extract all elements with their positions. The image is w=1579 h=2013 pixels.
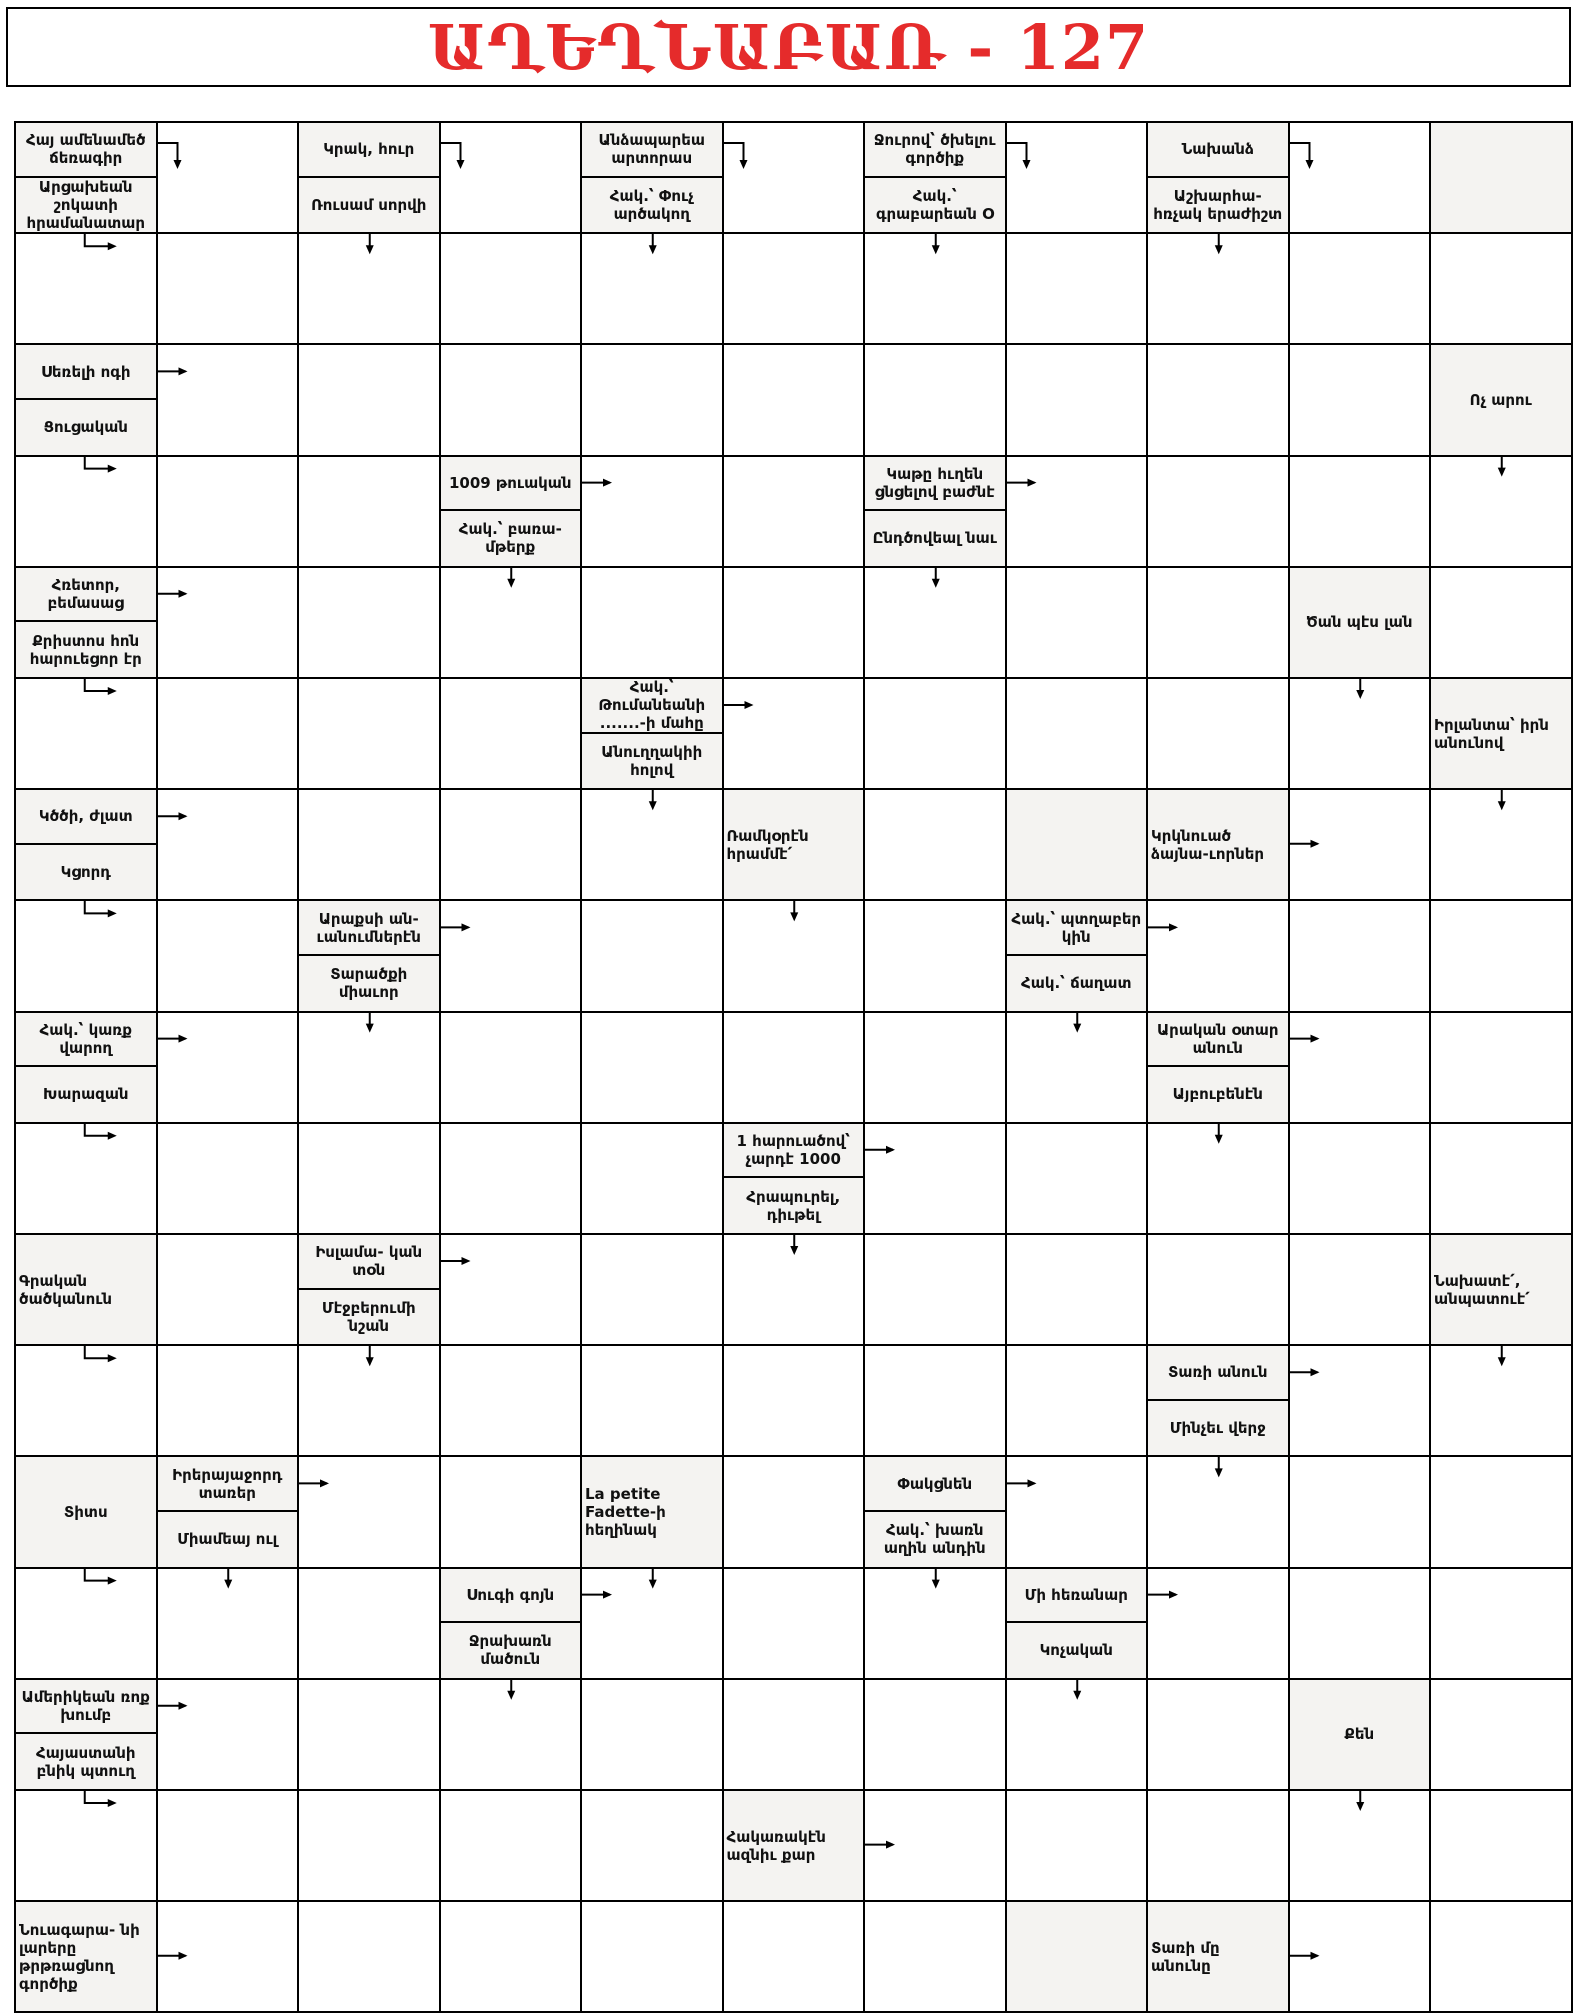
answer-cell[interactable]: [863, 677, 1007, 790]
clue-text: Նուագարա- նի լարերը թրթռացնող գործիք: [19, 1920, 140, 1993]
split-clue-cell: [297, 899, 441, 1012]
answer-cell[interactable]: [863, 1567, 1007, 1680]
clue-cell: [1146, 788, 1290, 901]
clue-bottom: [16, 1734, 156, 1789]
clue-top: [299, 123, 439, 178]
answer-cell[interactable]: [1429, 1455, 1573, 1568]
answer-cell[interactable]: [1429, 1344, 1573, 1457]
clue-top: [1007, 901, 1147, 956]
answer-cell[interactable]: [14, 1567, 158, 1680]
clue-cell: [1146, 1900, 1290, 2013]
answer-cell[interactable]: [297, 1678, 441, 1791]
clue-top: [724, 1124, 864, 1179]
clue-text: Տարածքի միաւոր: [330, 965, 408, 1002]
answer-cell[interactable]: [439, 1233, 583, 1346]
clue-bottom: [582, 734, 722, 789]
answer-cell[interactable]: [722, 1678, 866, 1791]
answer-cell[interactable]: [297, 1344, 441, 1457]
answer-cell[interactable]: [1005, 1455, 1149, 1568]
answer-cell[interactable]: [156, 121, 300, 234]
clue-text: Խարազան: [42, 1085, 129, 1104]
clue-text: Տիտս: [63, 1502, 108, 1521]
answer-cell[interactable]: [863, 1122, 1007, 1235]
answer-cell[interactable]: [14, 1789, 158, 1902]
clue-text: Աշխարհա- հռչակ երաժիշտ: [1153, 186, 1283, 223]
clue-text: Գրական ծածկանուն: [19, 1271, 113, 1308]
answer-cell[interactable]: [1005, 121, 1149, 234]
split-clue-cell: [156, 1455, 300, 1568]
clue-text: Անձապարեա արտորաս: [598, 131, 705, 168]
answer-cell[interactable]: [439, 788, 583, 901]
clue-text: Հռետոր, բեմասաց: [47, 576, 124, 613]
clue-text: Հայաստանի բնիկ պտուղ: [35, 1743, 136, 1780]
clue-text: Ջուրով՝ ծխելու գործիք: [873, 131, 996, 168]
answer-cell[interactable]: [722, 1233, 866, 1346]
clue-text: Կոչական: [1039, 1641, 1113, 1660]
split-clue-cell: [1005, 1567, 1149, 1680]
split-clue-cell: [439, 1567, 583, 1680]
clue-top: [16, 1680, 156, 1735]
answer-cell[interactable]: [1146, 1567, 1290, 1680]
answer-cell[interactable]: [1005, 1678, 1149, 1791]
split-clue-cell: [14, 566, 158, 679]
clue-bottom: [16, 845, 156, 900]
answer-cell[interactable]: [439, 121, 583, 234]
clue-top: [441, 1569, 581, 1624]
title-box: [6, 7, 1571, 87]
clue-text: La petite Fadette-ի հեղինակ: [585, 1484, 666, 1539]
answer-cell[interactable]: [863, 1011, 1007, 1124]
clue-text: Կրկնուած ձայնա-ւորներ: [1151, 826, 1265, 863]
clue-text: Մի հեռանար: [1024, 1585, 1128, 1604]
clue-cell: [722, 1789, 866, 1902]
answer-cell[interactable]: [1146, 677, 1290, 790]
clue-bottom: [724, 1178, 864, 1233]
answer-cell[interactable]: [156, 899, 300, 1012]
answer-cell[interactable]: [1288, 1344, 1432, 1457]
clue-text: Հակ.՝ գրաբարեան Օ: [875, 186, 994, 223]
answer-cell[interactable]: [297, 1567, 441, 1680]
answer-cell[interactable]: [156, 1678, 300, 1791]
answer-cell[interactable]: [156, 232, 300, 345]
answer-cell[interactable]: [297, 1900, 441, 2013]
clue-text: Արցախեան շոկատի հրամանատար: [26, 177, 145, 232]
answer-cell[interactable]: [863, 788, 1007, 901]
answer-cell[interactable]: [439, 1789, 583, 1902]
clue-text: Ընդծովեալ նաւ: [872, 529, 997, 548]
clue-bottom: [865, 511, 1005, 566]
clue-top: [1148, 1346, 1288, 1401]
answer-cell[interactable]: [439, 899, 583, 1012]
answer-cell[interactable]: [156, 1567, 300, 1680]
answer-cell[interactable]: [1005, 1122, 1149, 1235]
clue-top: [16, 123, 156, 178]
clue-bottom: [582, 178, 722, 233]
answer-cell[interactable]: [439, 1678, 583, 1791]
answer-cell[interactable]: [297, 788, 441, 901]
clue-bottom: [1148, 1067, 1288, 1122]
split-clue-cell: [863, 455, 1007, 568]
answer-cell[interactable]: [156, 788, 300, 901]
clue-bottom: [299, 178, 439, 233]
clue-text: 1009 թուական: [448, 473, 572, 492]
answer-cell[interactable]: [722, 1455, 866, 1568]
answer-cell[interactable]: [439, 343, 583, 456]
answer-cell[interactable]: [14, 899, 158, 1012]
answer-cell[interactable]: [156, 1900, 300, 2013]
answer-cell[interactable]: [1146, 343, 1290, 456]
answer-cell[interactable]: [156, 1344, 300, 1457]
answer-cell[interactable]: [580, 232, 724, 345]
clue-top: [158, 1457, 298, 1512]
answer-cell[interactable]: [1288, 1122, 1432, 1235]
clue-bottom: [16, 622, 156, 677]
answer-cell[interactable]: [722, 455, 866, 568]
answer-cell[interactable]: [1288, 455, 1432, 568]
answer-cell[interactable]: [722, 677, 866, 790]
answer-cell[interactable]: [297, 566, 441, 679]
clue-top: [441, 457, 581, 512]
answer-cell[interactable]: [1005, 566, 1149, 679]
split-clue-cell: [14, 1011, 158, 1124]
answer-cell[interactable]: [1288, 232, 1432, 345]
answer-cell[interactable]: [580, 1789, 724, 1902]
answer-cell[interactable]: [1429, 1122, 1573, 1235]
answer-cell[interactable]: [1288, 788, 1432, 901]
clue-text: Ոչ արու: [1469, 390, 1532, 409]
clue-top: [865, 1457, 1005, 1512]
blocked-cell: [1005, 788, 1149, 901]
answer-cell[interactable]: [156, 1233, 300, 1346]
clue-bottom: [1148, 1401, 1288, 1456]
clue-bottom: [865, 178, 1005, 233]
answer-cell[interactable]: [156, 1789, 300, 1902]
clue-bottom: [158, 1512, 298, 1567]
clue-text: Հակ.՝ Թումանեանի .......-ի մահը: [598, 679, 706, 733]
clue-text: Ռուսամ սորվի: [311, 195, 427, 214]
clue-text: Անուղղակիի հոլով: [601, 742, 703, 779]
answer-cell[interactable]: [297, 1789, 441, 1902]
answer-cell[interactable]: [1288, 1455, 1432, 1568]
answer-cell[interactable]: [14, 1122, 158, 1235]
clue-cell: [722, 788, 866, 901]
clue-top: [16, 1013, 156, 1068]
answer-cell[interactable]: [156, 455, 300, 568]
answer-cell[interactable]: [1146, 1122, 1290, 1235]
answer-cell[interactable]: [1288, 1789, 1432, 1902]
split-clue-cell: [1146, 1344, 1290, 1457]
clue-text: Արական օտար անուն: [1156, 1020, 1279, 1057]
split-clue-cell: [439, 455, 583, 568]
clue-text: Իրերայաջորդ տառեր: [172, 1465, 283, 1502]
clue-cell: [580, 1455, 724, 1568]
answer-cell[interactable]: [1146, 566, 1290, 679]
split-clue-cell: [580, 677, 724, 790]
answer-cell[interactable]: [439, 1900, 583, 2013]
answer-cell[interactable]: [1429, 1900, 1573, 2013]
answer-cell[interactable]: [1288, 1011, 1432, 1124]
answer-cell[interactable]: [580, 1567, 724, 1680]
answer-cell[interactable]: [439, 232, 583, 345]
clue-bottom: [441, 511, 581, 566]
answer-cell[interactable]: [439, 566, 583, 679]
split-clue-cell: [14, 1678, 158, 1791]
clue-top: [16, 568, 156, 623]
clue-text: Իրլանտա՝ իրն անունով: [1434, 715, 1549, 752]
answer-cell[interactable]: [1005, 343, 1149, 456]
clue-text: Հակ.՝ խառն աղին անդին: [883, 1521, 986, 1558]
clue-cell: [14, 1233, 158, 1346]
clue-text: Հակ.՝ բառա- մթերք: [458, 520, 562, 557]
answer-cell[interactable]: [1146, 1233, 1290, 1346]
answer-cell[interactable]: [863, 1344, 1007, 1457]
clue-text: Կցորդ: [60, 863, 111, 882]
answer-cell[interactable]: [1429, 232, 1573, 345]
split-clue-cell: [1146, 121, 1290, 234]
clue-top: [1148, 1013, 1288, 1068]
clue-text: Մէջբերումի նշան: [321, 1298, 416, 1335]
clue-text: Տառի անուն: [1168, 1363, 1268, 1382]
answer-cell[interactable]: [14, 455, 158, 568]
clue-text: Կաթը հւղեն ցնցելով բաժնէ: [874, 464, 995, 501]
clue-text: Նախատէ՛, անպատուէ՛: [1434, 1271, 1530, 1308]
answer-cell[interactable]: [297, 1455, 441, 1568]
clue-bottom: [299, 1290, 439, 1345]
answer-cell[interactable]: [156, 1122, 300, 1235]
clue-top: [582, 679, 722, 734]
split-clue-cell: [1146, 1011, 1290, 1124]
answer-cell[interactable]: [580, 788, 724, 901]
clue-text: Միամեայ ուլ: [177, 1530, 278, 1549]
clue-text: Փակցնեն: [897, 1474, 973, 1493]
clue-bottom: [1007, 1623, 1147, 1678]
answer-cell[interactable]: [1288, 1233, 1432, 1346]
clue-text: Արաքսի ան- ւանումներէն: [316, 909, 421, 946]
answer-cell[interactable]: [863, 1789, 1007, 1902]
clue-text: Հակ.՝ պտղաբեր կին: [1011, 909, 1142, 946]
answer-cell[interactable]: [863, 1900, 1007, 2013]
clue-cell: [1429, 343, 1573, 456]
clue-bottom: [1148, 178, 1288, 233]
split-clue-cell: [14, 121, 158, 234]
answer-cell[interactable]: [580, 1344, 724, 1457]
answer-cell[interactable]: [1005, 455, 1149, 568]
clue-top: [16, 345, 156, 400]
answer-cell[interactable]: [1429, 1678, 1573, 1791]
answer-cell[interactable]: [1146, 232, 1290, 345]
answer-cell[interactable]: [863, 899, 1007, 1012]
clue-text: Հրապուրել, դիւթել: [746, 1187, 841, 1224]
clue-text: Մինչեւ վերջ: [1169, 1419, 1266, 1438]
clue-cell: [14, 1900, 158, 2013]
answer-cell[interactable]: [580, 1011, 724, 1124]
clue-text: Քեն: [1344, 1725, 1375, 1744]
answer-cell[interactable]: [1146, 1455, 1290, 1568]
clue-text: Նախանձ: [1181, 140, 1254, 159]
answer-cell[interactable]: [439, 1344, 583, 1457]
split-clue-cell: [1005, 899, 1149, 1012]
clue-top: [1148, 123, 1288, 178]
clue-text: Այբուբենէն: [1172, 1085, 1263, 1104]
answer-cell[interactable]: [14, 1344, 158, 1457]
blocked-cell: [1429, 121, 1573, 234]
answer-cell[interactable]: [1429, 455, 1573, 568]
clue-text: Հակ.՝ ճաղատ: [1020, 974, 1132, 993]
clue-top: [1007, 1569, 1147, 1624]
split-clue-cell: [863, 121, 1007, 234]
clue-cell: [1288, 566, 1432, 679]
puzzle-title: ԱՂԵՂՆԱԲԱՌ - 127: [427, 10, 1150, 84]
answer-cell[interactable]: [863, 566, 1007, 679]
answer-cell[interactable]: [1005, 1789, 1149, 1902]
clue-bottom: [441, 1623, 581, 1678]
clue-text: Ծան պէս լան: [1305, 613, 1413, 632]
clue-text: Տառի մը անունը: [1151, 1938, 1220, 1975]
answer-cell[interactable]: [722, 1011, 866, 1124]
clue-text: Հակ.՝ կառք վարող: [39, 1020, 133, 1057]
answer-cell[interactable]: [1005, 677, 1149, 790]
answer-cell[interactable]: [722, 232, 866, 345]
answer-cell[interactable]: [1005, 232, 1149, 345]
answer-cell[interactable]: [439, 677, 583, 790]
clue-top: [299, 901, 439, 956]
answer-cell[interactable]: [1005, 1011, 1149, 1124]
answer-cell[interactable]: [722, 899, 866, 1012]
answer-cell[interactable]: [1429, 1789, 1573, 1902]
answer-cell[interactable]: [1005, 1233, 1149, 1346]
answer-cell[interactable]: [580, 455, 724, 568]
answer-cell[interactable]: [1146, 1789, 1290, 1902]
answer-cell[interactable]: [1429, 788, 1573, 901]
answer-cell[interactable]: [1429, 1567, 1573, 1680]
clue-bottom: [1007, 956, 1147, 1011]
answer-cell[interactable]: [297, 455, 441, 568]
answer-cell[interactable]: [580, 1900, 724, 2013]
answer-cell[interactable]: [14, 677, 158, 790]
answer-cell[interactable]: [1146, 899, 1290, 1012]
answer-cell[interactable]: [1288, 121, 1432, 234]
answer-cell[interactable]: [863, 1678, 1007, 1791]
answer-cell[interactable]: [863, 232, 1007, 345]
answer-cell[interactable]: [14, 232, 158, 345]
answer-cell[interactable]: [722, 1567, 866, 1680]
split-clue-cell: [297, 1233, 441, 1346]
answer-cell[interactable]: [580, 1122, 724, 1235]
clue-text: Իսլամա- կան տօն: [315, 1243, 423, 1280]
answer-cell[interactable]: [156, 1011, 300, 1124]
clue-text: Ամերիկեան ռոք խումբ: [21, 1688, 150, 1725]
answer-cell[interactable]: [580, 343, 724, 456]
answer-cell[interactable]: [1288, 343, 1432, 456]
answer-cell[interactable]: [439, 1122, 583, 1235]
crossword-grid: [14, 121, 1571, 2013]
answer-cell[interactable]: [1288, 899, 1432, 1012]
clue-top: [865, 457, 1005, 512]
split-clue-cell: [863, 1455, 1007, 1568]
clue-text: Կծծի, ժլատ: [38, 807, 133, 826]
answer-cell[interactable]: [297, 1011, 441, 1124]
clue-text: Սուգի գոյն: [466, 1585, 555, 1604]
clue-top: [16, 790, 156, 845]
clue-text: Ցուցական: [43, 418, 128, 437]
answer-cell[interactable]: [580, 1678, 724, 1791]
answer-cell[interactable]: [1429, 899, 1573, 1012]
answer-cell[interactable]: [1288, 1900, 1432, 2013]
split-clue-cell: [14, 788, 158, 901]
clue-text: Հայ ամենամեծ ճեռագիր: [25, 131, 146, 168]
split-clue-cell: [722, 1122, 866, 1235]
answer-cell[interactable]: [580, 566, 724, 679]
answer-cell[interactable]: [439, 1011, 583, 1124]
answer-cell[interactable]: [156, 343, 300, 456]
answer-cell[interactable]: [863, 343, 1007, 456]
answer-cell[interactable]: [1288, 1567, 1432, 1680]
clue-bottom: [865, 1512, 1005, 1567]
answer-cell[interactable]: [1146, 455, 1290, 568]
answer-cell[interactable]: [1146, 1678, 1290, 1791]
clue-text: Քրիստոս հոն հարուեցոր էր: [29, 631, 142, 668]
clue-bottom: [16, 1067, 156, 1122]
answer-cell[interactable]: [297, 232, 441, 345]
clue-text: Ջրախառն մածուն: [468, 1632, 552, 1669]
split-clue-cell: [14, 343, 158, 456]
answer-cell[interactable]: [722, 1900, 866, 2013]
split-clue-cell: [580, 121, 724, 234]
answer-cell[interactable]: [1429, 566, 1573, 679]
answer-cell[interactable]: [156, 677, 300, 790]
blocked-cell: [1005, 1900, 1149, 2013]
answer-cell[interactable]: [1288, 677, 1432, 790]
answer-cell[interactable]: [1429, 1011, 1573, 1124]
clue-text: Հակ.՝ Փուչ արծակող: [609, 186, 694, 223]
answer-cell[interactable]: [722, 121, 866, 234]
clue-bottom: [299, 956, 439, 1011]
clue-text: Հակառակէն ազնիւ քար: [726, 1827, 826, 1864]
clue-text: 1 հարուածով՝ չարդէ 1000: [736, 1132, 850, 1169]
answer-cell[interactable]: [863, 1233, 1007, 1346]
answer-cell[interactable]: [439, 1455, 583, 1568]
answer-cell[interactable]: [722, 1344, 866, 1457]
clue-cell: [1429, 677, 1573, 790]
clue-text: Սեռելի ոգի: [40, 362, 131, 381]
answer-cell[interactable]: [722, 343, 866, 456]
clue-cell: [14, 1455, 158, 1568]
answer-cell[interactable]: [297, 677, 441, 790]
clue-bottom: [16, 178, 156, 233]
clue-text: Ռամկօրէն հրամմէ՛: [726, 826, 809, 863]
answer-cell[interactable]: [580, 1233, 724, 1346]
clue-top: [299, 1235, 439, 1290]
clue-cell: [1288, 1678, 1432, 1791]
answer-cell[interactable]: [297, 1122, 441, 1235]
answer-cell[interactable]: [156, 566, 300, 679]
split-clue-cell: [297, 121, 441, 234]
answer-cell[interactable]: [1005, 1344, 1149, 1457]
clue-cell: [1429, 1233, 1573, 1346]
clue-top: [582, 123, 722, 178]
answer-cell[interactable]: [722, 566, 866, 679]
answer-cell[interactable]: [580, 899, 724, 1012]
clue-text: Կրակ, հուր: [323, 140, 415, 159]
clue-top: [865, 123, 1005, 178]
answer-cell[interactable]: [297, 343, 441, 456]
clue-bottom: [16, 400, 156, 455]
